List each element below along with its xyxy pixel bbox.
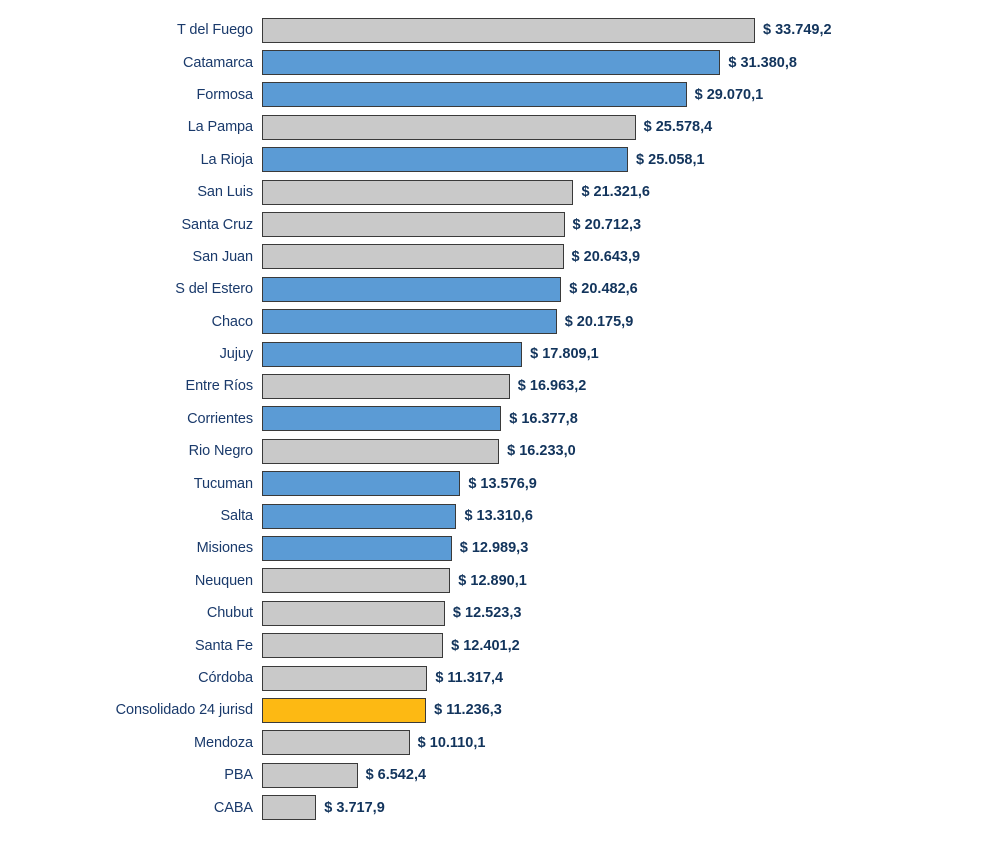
bar-area xyxy=(262,727,1000,759)
bar xyxy=(262,18,755,43)
bar-area xyxy=(262,338,1000,370)
category-label: Catamarca xyxy=(182,54,253,71)
value-label: $ 16.377,8 xyxy=(509,410,578,427)
value-label: $ 3.717,9 xyxy=(324,799,385,816)
bar-area xyxy=(262,144,1000,176)
chart-row xyxy=(0,565,1000,597)
value-label: $ 11.317,4 xyxy=(435,670,504,686)
category-label: San Luis xyxy=(197,184,253,201)
chart-row xyxy=(0,791,1000,823)
chart-row xyxy=(0,241,1000,273)
bar-area xyxy=(262,208,1000,240)
bar-area xyxy=(262,111,1000,143)
category-label: San Juan xyxy=(192,248,253,265)
chart-row xyxy=(0,629,1000,661)
chart-rows xyxy=(0,14,1000,848)
bar-area xyxy=(262,629,1000,661)
category-label: Tucuman xyxy=(193,475,253,492)
bar-area xyxy=(262,176,1000,208)
chart-row xyxy=(0,208,1000,240)
bar-area xyxy=(262,565,1000,597)
category-label: La Rioja xyxy=(200,151,253,168)
bar xyxy=(262,666,427,691)
chart-row xyxy=(0,403,1000,435)
category-label: T del Fuego xyxy=(176,22,253,39)
value-label: $ 20.482,6 xyxy=(569,281,638,298)
bar-area xyxy=(262,791,1000,823)
category-label: Jujuy xyxy=(219,346,253,363)
category-label: CABA xyxy=(213,799,253,816)
value-label: $ 20.643,9 xyxy=(571,248,641,265)
chart-row xyxy=(0,597,1000,629)
category-label: Entre Ríos xyxy=(185,378,253,395)
value-label: $ 13.310,6 xyxy=(464,508,533,525)
bar-area xyxy=(262,79,1000,111)
bar xyxy=(262,439,499,464)
bar-area xyxy=(262,306,1000,338)
bar xyxy=(262,471,460,496)
bar-area xyxy=(262,662,1000,694)
bar-area xyxy=(262,597,1000,629)
bar xyxy=(262,50,720,75)
bar xyxy=(262,309,557,334)
bar xyxy=(262,536,452,561)
bar xyxy=(262,180,573,205)
bar xyxy=(262,82,687,107)
bar-area xyxy=(262,14,1000,46)
bar-area xyxy=(262,370,1000,402)
bar xyxy=(262,763,358,788)
value-label: $ 16.233,0 xyxy=(507,443,576,460)
value-label: $ 21.321,6 xyxy=(581,184,650,201)
bar xyxy=(262,633,443,658)
chart-row xyxy=(0,46,1000,78)
chart-row xyxy=(0,176,1000,208)
chart-row xyxy=(0,370,1000,402)
bar xyxy=(262,212,565,237)
value-label: $ 12.989,3 xyxy=(459,540,529,557)
bar xyxy=(262,342,522,367)
bar-area xyxy=(262,273,1000,305)
bar-area xyxy=(262,435,1000,467)
value-label: $ 12.890,1 xyxy=(458,572,527,589)
chart-row xyxy=(0,435,1000,467)
chart-row xyxy=(0,500,1000,532)
bar-area xyxy=(262,500,1000,532)
value-label: $ 33.749,2 xyxy=(763,22,832,39)
chart-row xyxy=(0,338,1000,370)
bar xyxy=(262,244,564,269)
bar xyxy=(262,568,450,593)
bar-area xyxy=(262,759,1000,791)
bar-area xyxy=(262,694,1000,726)
chart-row xyxy=(0,759,1000,791)
bar-area xyxy=(262,403,1000,435)
category-label: Rio Negro xyxy=(188,443,253,460)
bar xyxy=(262,601,445,626)
category-label: Chaco xyxy=(211,313,253,330)
value-label: $ 12.523,3 xyxy=(452,605,522,622)
category-label: Mendoza xyxy=(194,734,253,751)
value-label: $ 16.963,2 xyxy=(517,378,587,395)
bar xyxy=(262,504,456,529)
value-label: $ 20.712,3 xyxy=(572,216,642,233)
bar-area xyxy=(262,241,1000,273)
category-label: Santa Fe xyxy=(194,637,253,654)
chart-row xyxy=(0,306,1000,338)
category-label: Salta xyxy=(220,508,253,525)
category-label: La Pampa xyxy=(187,119,253,136)
chart-row xyxy=(0,662,1000,694)
bar xyxy=(262,795,316,820)
bar xyxy=(262,277,561,302)
bar xyxy=(262,147,628,172)
category-label: Misiones xyxy=(196,540,253,557)
category-label: Consolidado 24 jurisd xyxy=(115,702,253,719)
value-label: $ 17.809,1 xyxy=(530,346,599,363)
category-label: Formosa xyxy=(196,86,253,103)
bar-area xyxy=(262,467,1000,499)
bar xyxy=(262,698,426,723)
chart-row xyxy=(0,79,1000,111)
bar xyxy=(262,374,510,399)
bar xyxy=(262,115,636,140)
category-label: Neuquen xyxy=(194,572,253,589)
category-label: Chubut xyxy=(206,605,253,622)
chart-row xyxy=(0,694,1000,726)
bar xyxy=(262,730,410,755)
value-label: $ 13.576,9 xyxy=(468,475,537,492)
category-label: Santa Cruz xyxy=(181,216,253,233)
category-label: S del Estero xyxy=(175,281,253,298)
category-label: Córdoba xyxy=(198,670,253,686)
chart-row xyxy=(0,144,1000,176)
value-label: $ 12.401,2 xyxy=(451,637,520,654)
value-label: $ 10.110,1 xyxy=(417,734,486,751)
chart-row xyxy=(0,532,1000,564)
value-label: $ 25.578,4 xyxy=(643,119,713,136)
value-label: $ 20.175,9 xyxy=(564,313,634,330)
chart-row xyxy=(0,727,1000,759)
bar-area xyxy=(262,532,1000,564)
value-label: $ 29.070,1 xyxy=(694,86,764,103)
category-label: PBA xyxy=(224,767,253,784)
value-label: $ 25.058,1 xyxy=(636,151,705,168)
chart-row xyxy=(0,467,1000,499)
category-label: Corrientes xyxy=(187,410,253,427)
bar xyxy=(262,406,501,431)
value-label: $ 11.236,3 xyxy=(434,702,502,719)
value-label: $ 6.542,4 xyxy=(365,767,427,784)
chart-row xyxy=(0,14,1000,46)
value-label: $ 31.380,8 xyxy=(728,54,797,71)
chart-row xyxy=(0,273,1000,305)
bar-area xyxy=(262,46,1000,78)
chart-row xyxy=(0,111,1000,143)
